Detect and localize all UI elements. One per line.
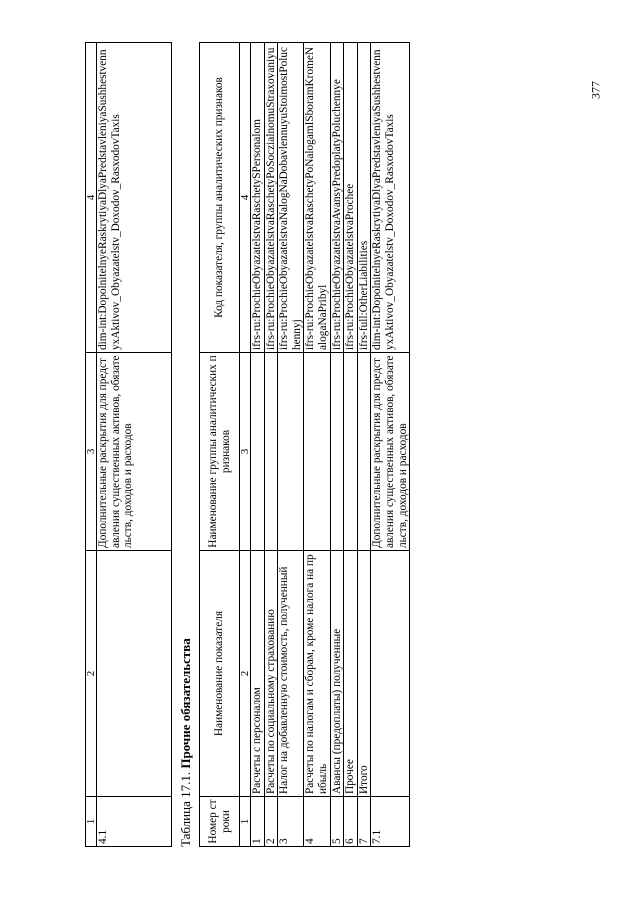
indicator-name: Расчеты по социальному страхованию [264,551,278,797]
row-number: 5 [330,797,344,847]
indicator-code: ifrs-ru:ProchieObyazatelstvaRaschetySPersonalom [251,43,265,353]
header-group-name: Наименование группы аналитических признаков [200,353,240,551]
analytic-group-name [304,353,330,551]
analytic-group-name [251,353,265,551]
table-row [251,43,265,847]
header-row-number: Номер строки [200,797,240,847]
indicator-code: ifrs-ru:ProchieObyazatelstvaProchee [344,43,358,353]
indicator-name: Авансы (предоплаты) полученные [330,551,344,797]
table-row [344,43,358,847]
row-number: 1 [251,797,265,847]
indicator-code: ifrs-ru:ProchieObyazatelstvaRaschetyPoNalogamISboramKromeNalogaNaPribyl [304,43,330,353]
table-row [97,43,172,847]
indicator-code: dim-int:DopolnitelnyeRaskrytiyaDlyaPredstavleniyaSushhestvennyxAktivov_Obyazatelstv_Doxodov_RasxodovTaxis [97,43,172,353]
column-number: 4 [86,43,97,353]
table-row [304,43,330,847]
analytic-group-name [344,353,358,551]
indicator-name: Итого [357,551,371,797]
column-number-row [86,43,97,847]
indicator-code: dim-int:DopolnitelnyeRaskrytiyaDlyaPredstavleniyaSushhestvennyxAktivov_Obyazatelstv_Doxodov_RasxodovTaxis [371,43,410,353]
table-row [278,43,304,847]
analytic-group-name [264,353,278,551]
column-number: 1 [86,797,97,847]
row-number: 4.1 [97,797,172,847]
indicator-name: Расчеты по налогам и сборам, кроме налога на прибыль [304,551,330,797]
row-number: 4 [304,797,330,847]
analytic-group-name [278,353,304,551]
row-number: 6 [344,797,358,847]
analytic-group-name [357,353,371,551]
analytic-group-name: Дополнительные раскрытия для представления существенных активов, обязательств, доходов и расходов [371,353,410,551]
column-number-row [240,43,251,847]
table-row [264,43,278,847]
indicator-name: Налог на добавленную стоимость, полученный [278,551,304,797]
table-caption-title: Прочие обязательства [178,638,193,769]
analytic-group-name [330,353,344,551]
indicator-name: Прочее [344,551,358,797]
header-indicator-name: Наименование показателя [200,551,240,797]
column-number: 1 [240,797,251,847]
table-row [330,43,344,847]
page-number-text: 377 [588,81,603,99]
column-number: 4 [240,43,251,353]
indicator-code: ifrs-full:OtherLiabilities [357,43,371,353]
indicator-name [371,551,410,797]
indicator-name [97,551,172,797]
continued-table [85,42,172,847]
indicator-name: Расчеты с персоналом [251,551,265,797]
table-header-row [200,43,240,847]
table-caption [178,638,194,847]
table-row [371,43,410,847]
other-liabilities-table [199,42,410,847]
indicator-code: ifrs-ru:ProchieObyazatelstvaAvansyPredoplatyPoluchennye [330,43,344,353]
row-number: 2 [264,797,278,847]
analytic-group-name: Дополнительные раскрытия для представления существенных активов, обязательств, доходов и расходов [97,353,172,551]
column-number: 2 [240,551,251,797]
column-number: 3 [240,353,251,551]
row-number: 7 [357,797,371,847]
indicator-code: ifrs-ru:ProchieObyazatelstvaRaschetyPoSoczialnomuStraxovaniyu [264,43,278,353]
header-code: Код показателя, группы аналитических признаков [200,43,240,353]
table-caption-prefix: Таблица 17.1. [178,771,193,847]
table-row [357,43,371,847]
row-number: 7.1 [371,797,410,847]
indicator-code: ifrs-ru:ProchieObyazatelstvaNalogNaDobavlennuyuStoimostPoluchennyj [278,43,304,353]
row-number: 3 [278,797,304,847]
column-number: 2 [86,551,97,797]
column-number: 3 [86,353,97,551]
